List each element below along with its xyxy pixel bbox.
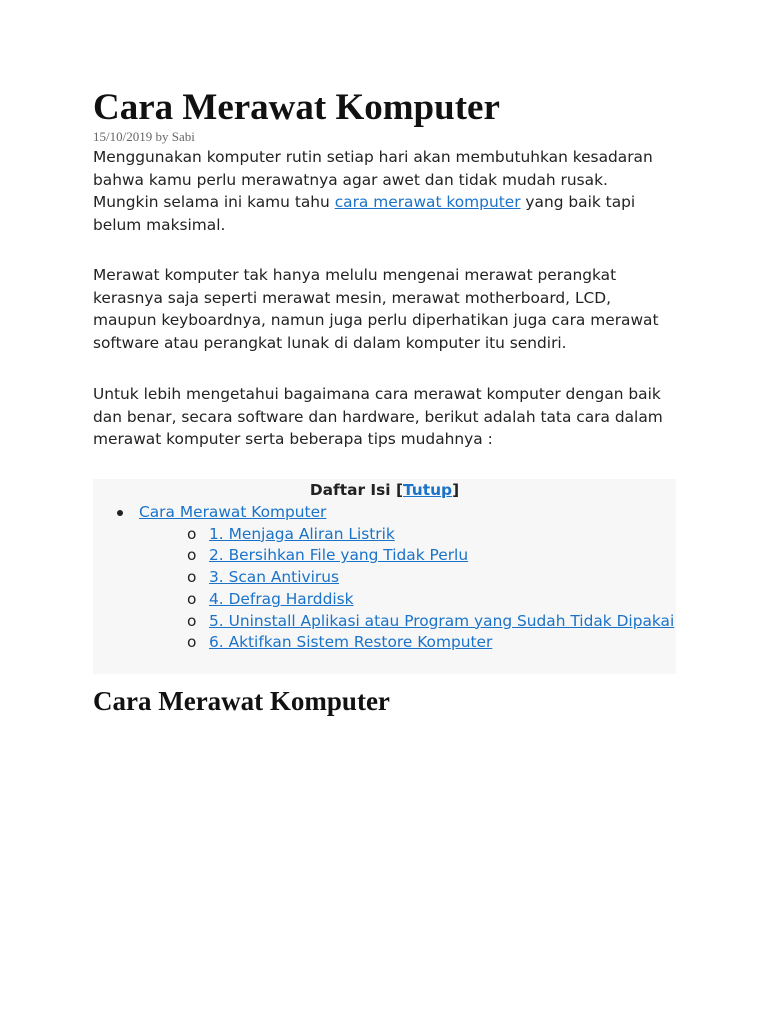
bullet-disc-icon (117, 510, 123, 516)
toc-list (93, 502, 676, 654)
paragraph-hardware-software: Merawat komputer tak hanya melulu mengenai merawat perangkat kerasnya saja seperti merawat mesin, merawat motherboard, LCD, maupun keyboardnya, namun juga perlu diperhatikan juga cara merawat software atau perangkat lunak di dalam komputer itu sendiri. (93, 266, 659, 352)
paragraph-tips: Untuk lebih mengetahui bagaimana cara merawat komputer dengan baik dan benar, secara software dan hardware, berikut adalah tata cara dalam merawat komputer serta beberapa tips mudahnya : (93, 385, 663, 448)
toc-sub-item (93, 524, 676, 546)
toc-sub-list (93, 524, 676, 654)
toc-top-item (93, 502, 676, 524)
toc-link-uninstall-aplikasi[interactable]: 5. Uninstall Aplikasi atau Program yang Sudah Tidak Dipakai (209, 611, 675, 630)
toc-bracket-close: ] (452, 481, 460, 499)
toc-link-bersihkan-file[interactable]: 2. Bersihkan File yang Tidak Perlu (209, 546, 469, 565)
toc-sub-item (93, 545, 676, 567)
toc-sub-item (93, 567, 676, 589)
toc-sub-item (93, 611, 676, 633)
bullet-circle-icon: o (187, 611, 197, 630)
toc-link-scan-antivirus[interactable]: 3. Scan Antivirus (209, 568, 339, 587)
intro-text-after: yang baik tapi belum maksimal. (93, 193, 636, 234)
toc-toggle-link[interactable]: Tutup (402, 481, 453, 499)
intro-text-before: Menggunakan komputer rutin setiap hari akan membutuhkan kesadaran bahwa kamu perlu merawatnya agar awet dan tidak mudah rusak. Mungkin selama ini kamu tahu (93, 148, 653, 211)
toc-bracket-open: [ (395, 481, 403, 499)
cara-merawat-komputer-link[interactable]: cara merawat komputer (334, 193, 521, 211)
toc-link-menjaga-aliran-listrik[interactable]: 1. Menjaga Aliran Listrik (209, 524, 395, 543)
bullet-circle-icon: o (187, 568, 197, 587)
toc-sub-item (93, 589, 676, 611)
table-of-contents (93, 479, 676, 674)
bullet-circle-icon: o (187, 524, 197, 543)
toc-label: Daftar Isi (309, 481, 391, 499)
bullet-circle-icon: o (187, 546, 197, 565)
intro-paragraph (93, 146, 678, 236)
post-meta: 15/10/2019 by Sabi (93, 129, 195, 144)
toc-link-aktifkan-sistem-restore[interactable]: 6. Aktifkan Sistem Restore Komputer (209, 633, 493, 652)
toc-sub-item (93, 632, 676, 654)
toc-link-defrag-harddisk[interactable]: 4. Defrag Harddisk (209, 589, 354, 608)
bullet-circle-icon: o (187, 589, 197, 608)
page-title: Cara Merawat Komputer (93, 87, 500, 128)
toc-header (93, 480, 676, 502)
section-heading: Cara Merawat Komputer (93, 686, 390, 716)
toc-link-cara-merawat-komputer[interactable]: Cara Merawat Komputer (139, 503, 327, 521)
bullet-circle-icon: o (187, 633, 197, 652)
toc-sub-container (93, 524, 676, 654)
